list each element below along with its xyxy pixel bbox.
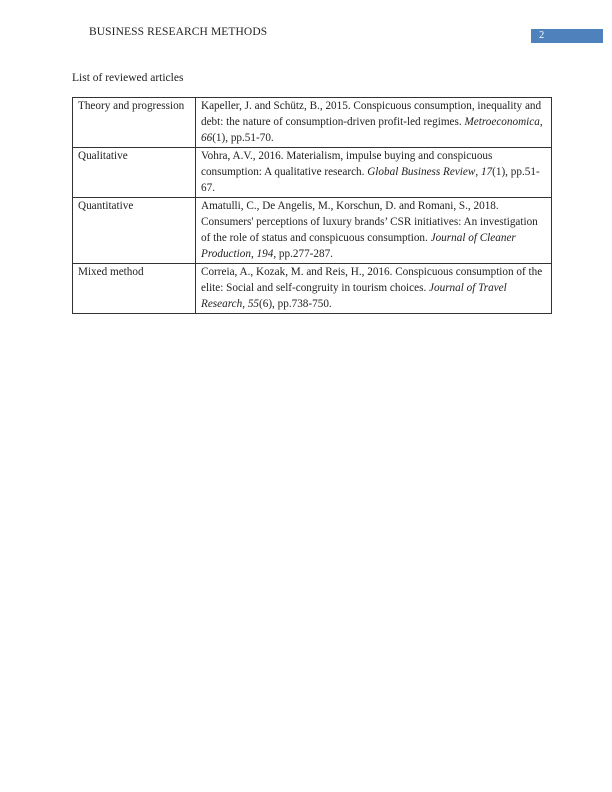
citation-text: Correia, A., Kozak, M. and Reis, H., 2016. Conspicuous consumption of the elite: Social and self-congruity in tourism choices. [201,266,543,294]
method-cell: Quantitative [73,198,196,264]
journal-name: Metroeconomica [464,116,540,128]
citation-pages: , pp.277-287. [273,248,333,260]
method-cell: Mixed method [73,264,196,314]
section-title: List of reviewed articles [72,72,184,84]
citation-cell [196,264,552,314]
method-cell: Theory and progression [73,98,196,148]
reviewed-articles-table [72,97,552,314]
journal-name: Journal of Travel Research [201,282,507,310]
citation-separator: , [539,116,543,128]
journal-volume: 66 [201,132,213,144]
table-row [73,198,552,264]
citation-cell [196,198,552,264]
citation-cell [196,98,552,148]
citation-pages: (6), pp.738-750. [259,298,332,310]
citation-pages: (1), pp.51-67. [201,166,540,194]
table-row [73,264,552,314]
running-header-title: BUSINESS RESEARCH METHODS [89,26,268,38]
citation-text: Vohra, A.V., 2016. Materialism, impulse buying and conspicuous consumption: A qualitative research. [201,150,493,178]
journal-name: Global Business Review [367,166,476,178]
citation-separator: , [242,298,248,310]
journal-name: Journal of Cleaner Production [201,232,516,260]
table-row [73,98,552,148]
citation-separator: , [475,166,481,178]
citation-cell [196,148,552,198]
citation-pages: (1), pp.51-70. [212,132,274,144]
citation-text: Amatulli, C., De Angelis, M., Korschun, D. and Romani, S., 2018. Consumers' perceptions of luxury brands’ CSR initiatives: An investigation of the role of status and conspicuous consumption. [201,200,538,244]
journal-volume: 17 [480,166,493,178]
page-number-badge: 2 [531,29,603,43]
table-row [73,148,552,198]
journal-volume: 194 [256,248,274,260]
journal-volume: 55 [247,298,259,310]
citation-separator: , [250,248,257,260]
method-cell: Qualitative [73,148,196,198]
citation-text: Kapeller, J. and Schütz, B., 2015. Conspicuous consumption, inequality and debt: the nature of consumption-driven profit-led regimes. [201,100,542,128]
